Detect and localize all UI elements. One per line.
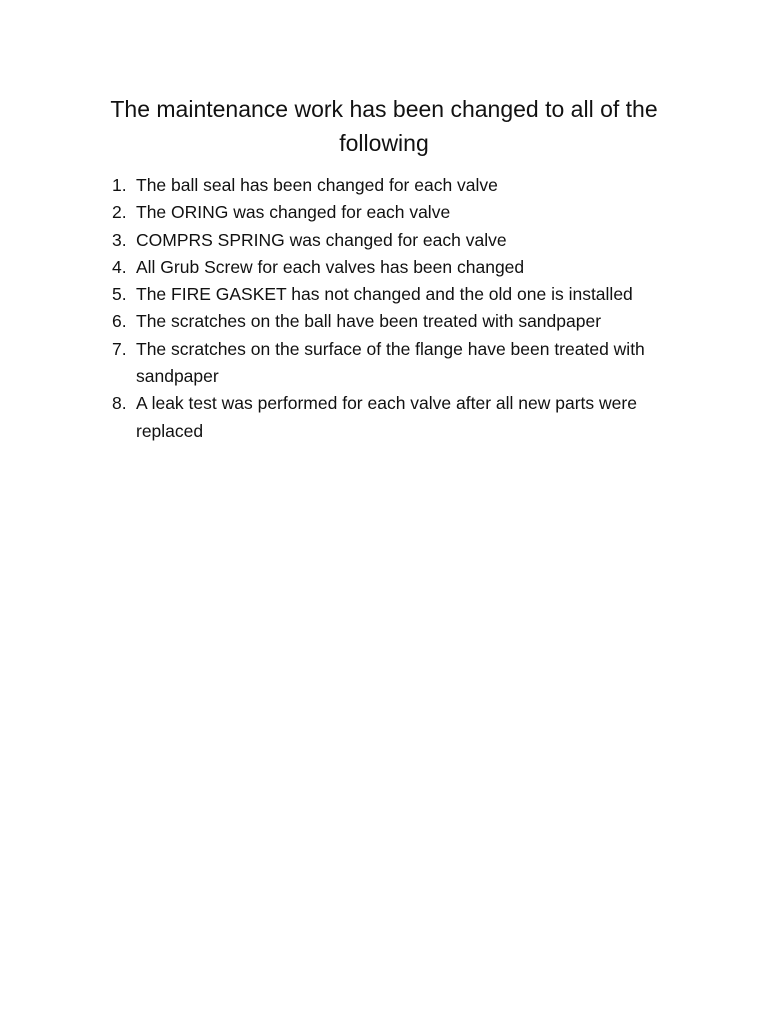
list-item [100,254,690,281]
list-item [100,390,690,445]
list-item-number: 7. [112,338,127,359]
list-item-text: COMPRS SPRING was changed for each valve [136,229,507,250]
list-item [100,199,690,226]
list-item-text: A leak test was performed for each valve after all new parts were replaced [136,393,637,441]
list-item-text: All Grub Screw for each valves has been changed [136,256,525,277]
list-item [100,172,690,199]
document-title: The maintenance work has been changed to all of the following [110,96,658,156]
list-item-text: The ORING was changed for each valve [136,202,451,223]
list-item-text: The scratches on the ball have been treated with sandpaper [136,311,602,332]
list-item [100,281,690,308]
list-item-number: 6. [112,311,127,332]
list-item-number: 8. [112,393,127,414]
maintenance-list [100,172,690,445]
list-item-number: 5. [112,284,127,305]
list-item-text: The ball seal has been changed for each valve [136,175,498,195]
list-item [100,336,690,391]
list-item-number: 2. [112,202,127,223]
list-item-number: 1. [112,175,127,195]
list-item [100,308,690,335]
list-item-text: The scratches on the surface of the flange have been treated with sandpaper [136,338,645,387]
list-item-text: The FIRE GASKET has not changed and the old one is installed [136,284,633,305]
list-item-number: 4. [112,256,127,277]
list-item-number: 3. [112,229,127,250]
list-item [100,227,690,254]
